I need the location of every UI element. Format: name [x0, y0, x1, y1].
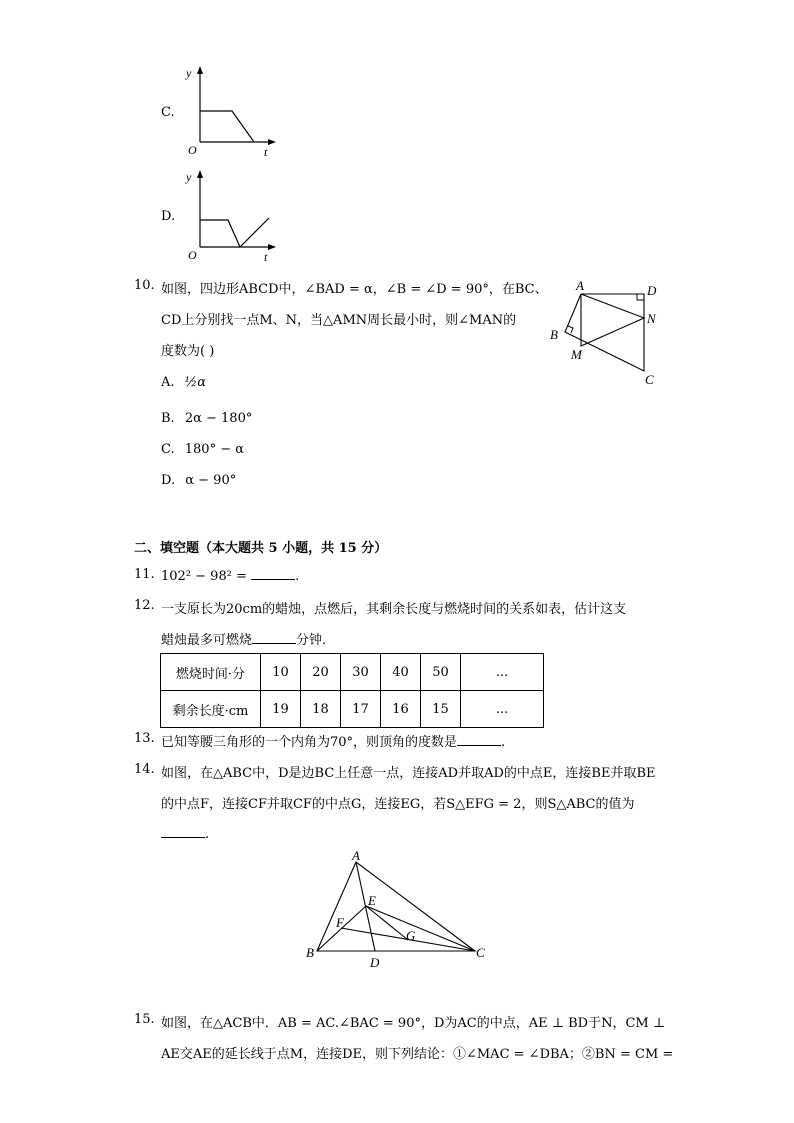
- q10-option-b[interactable]: B. 2α − 180°: [161, 411, 253, 426]
- label-c: C: [645, 372, 654, 387]
- table-cell: 燃烧时间·分: [161, 654, 261, 691]
- y-label: y: [186, 170, 192, 184]
- label-b: B: [306, 945, 314, 960]
- option-d-letter: D.: [161, 209, 176, 224]
- q10-option-c[interactable]: C. 180° − α: [161, 442, 245, 457]
- q10-line3: 度数为( ): [161, 344, 215, 359]
- graph-option-c: [180, 60, 290, 160]
- q12-number: 12.: [134, 598, 155, 613]
- table-cell: 19: [261, 691, 301, 728]
- q14-figure: [300, 848, 495, 973]
- q13-text: 已知等腰三角形的一个内角为70°，则顶角的度数是 .: [161, 735, 506, 750]
- right-angle-b: [568, 326, 573, 333]
- label-g: G: [406, 928, 416, 943]
- q14-answer-blank[interactable]: [161, 825, 205, 838]
- table-row: [161, 691, 544, 728]
- table-row: [161, 654, 544, 691]
- q10-number: 10.: [134, 278, 155, 293]
- label-n: N: [647, 311, 656, 326]
- q10-option-d[interactable]: D. α − 90°: [161, 473, 237, 488]
- graph-line: [200, 218, 269, 247]
- q14-number: 14.: [134, 762, 155, 777]
- table-cell: ...: [461, 691, 544, 728]
- label-a: A: [352, 848, 360, 863]
- q11-answer-blank[interactable]: [251, 567, 295, 580]
- section-title: 二、填空题（本大题共 5 小题，共 15 分）: [134, 541, 388, 556]
- q10-line1: 如图，四边形ABCD中，∠BAD = α，∠B = ∠D = 90°，在BC、: [161, 282, 548, 297]
- q11-number: 11.: [134, 567, 155, 582]
- table-cell: 16: [381, 691, 421, 728]
- label-e: E: [368, 893, 376, 908]
- table-cell: 剩余长度·cm: [161, 691, 261, 728]
- q12-line1: 一支原长为20cm的蜡烛，点燃后，其剩余长度与燃烧时间的关系如表，估计这支: [161, 602, 627, 617]
- table-cell: 17: [341, 691, 381, 728]
- graph-line: [200, 111, 254, 142]
- q10-figure: [540, 276, 670, 391]
- table-cell: 10: [261, 654, 301, 691]
- x-label: t: [264, 145, 268, 159]
- q12-line2: 蜡烛最多可燃烧 分钟.: [161, 633, 327, 648]
- graph-option-d: [180, 164, 290, 264]
- q13-answer-blank[interactable]: [457, 733, 501, 746]
- triangle-amn: [581, 294, 644, 346]
- segment-eg: [366, 906, 408, 940]
- x-label: t: [264, 250, 268, 264]
- x-arrow-icon: [268, 244, 276, 250]
- y-arrow-icon: [197, 170, 203, 178]
- y-arrow-icon: [197, 66, 203, 74]
- right-angle-d: [637, 294, 644, 300]
- table-cell: 30: [341, 654, 381, 691]
- label-d: D: [370, 955, 380, 970]
- q11-text: 102² − 98² = .: [161, 569, 300, 584]
- q15-line1: 如图，在△ACB中．AB = AC.∠BAC = 90°，D为AC的中点，AE ⊥ BD于N，CM ⊥: [161, 1016, 666, 1031]
- origin-label: O: [188, 143, 197, 157]
- y-label: y: [186, 66, 192, 80]
- label-f: F: [336, 915, 344, 930]
- option-c-letter: C.: [161, 105, 175, 120]
- q10-option-a[interactable]: A. ½α: [161, 375, 207, 390]
- q15-number: 15.: [134, 1012, 155, 1027]
- q13-number: 13.: [134, 731, 155, 746]
- label-d: D: [647, 283, 657, 298]
- table-cell: 15: [421, 691, 461, 728]
- table-cell: 50: [421, 654, 461, 691]
- label-m: M: [571, 347, 582, 362]
- table-cell: ...: [461, 654, 544, 691]
- table-cell: 20: [301, 654, 341, 691]
- label-a: A: [576, 278, 584, 293]
- q12-table: [160, 653, 544, 728]
- q10-line2: CD上分别找一点M、N，当△AMN周长最小时，则∠MAN的: [161, 313, 517, 328]
- label-b: B: [550, 327, 558, 342]
- x-arrow-icon: [268, 139, 276, 145]
- q15-line2: AE交AE的延长线于点M，连接DE，则下列结论：①∠MAC = ∠DBA；②BN = CM =: [161, 1047, 674, 1062]
- table-cell: 40: [381, 654, 421, 691]
- q12-answer-blank[interactable]: [252, 631, 296, 644]
- segment-ec: [366, 906, 475, 951]
- q14-line3: .: [161, 825, 209, 842]
- q14-line2: 的中点F，连接CF并取CF的中点G，连接EG，若S△EFG = 2，则S△ABC的值为: [161, 797, 635, 812]
- origin-label: O: [188, 248, 197, 262]
- q14-line1: 如图，在△ABC中，D是边BC上任意一点，连接AD并取AD的中点E，连接BE并取BE: [161, 766, 656, 781]
- label-c: C: [476, 945, 485, 960]
- table-cell: 18: [301, 691, 341, 728]
